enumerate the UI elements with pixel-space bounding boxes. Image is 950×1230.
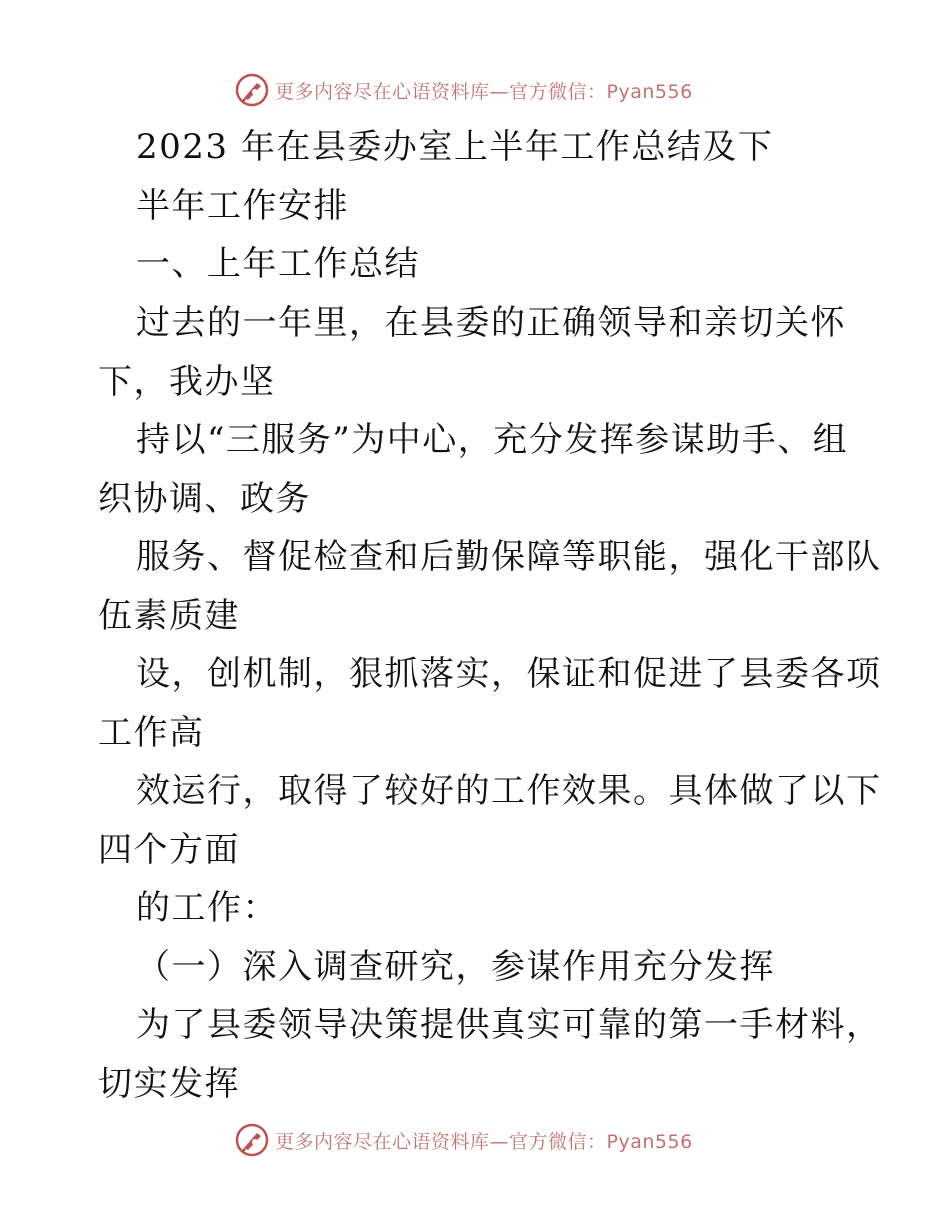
paragraph-line: 为了县委领导决策提供真实可靠的第一手材料， (136, 1005, 882, 1045)
document-title-line-2: 半年工作安排 (136, 186, 349, 226)
watermark-footer (235, 1122, 693, 1158)
paragraph-line: 服务、督促检查和后勤保障等职能，强化干部队 (136, 537, 882, 577)
paragraph-line: 效运行，取得了较好的工作效果。具体做了以下 (136, 771, 882, 811)
paragraph-line: 四个方面 (98, 830, 240, 870)
paragraph-line: 织协调、政务 (98, 479, 311, 519)
paragraph-line: 的工作： (136, 888, 278, 928)
watermark-header (235, 72, 693, 108)
paragraph-line: 工作高 (98, 713, 205, 753)
section-heading-1: 一、上年工作总结 (136, 244, 420, 284)
pen-logo-icon (235, 1123, 269, 1157)
paragraph-line: 下，我办坚 (98, 362, 276, 402)
subsection-heading-1: （一）深入调查研究，参谋作用充分发挥 (136, 947, 775, 987)
paragraph-line: 伍素质建 (98, 596, 240, 636)
paragraph-line: 切实发挥 (98, 1064, 240, 1104)
document-title-line-1: 2023 年在县委办室上半年工作总结及下 (136, 127, 774, 167)
paragraph-line: 过去的一年里，在县委的正确领导和亲切关怀 (136, 303, 846, 343)
paragraph-line: 设，创机制，狠抓落实，保证和促进了县委各项 (136, 654, 882, 694)
paragraph-line: 持以“三服务”为中心，充分发挥参谋助手、组 (136, 420, 849, 460)
pen-logo-icon (235, 73, 269, 107)
watermark-text: 更多内容尽在心语资料库—官方微信：Pyan556 (275, 1130, 693, 1153)
watermark-text: 更多内容尽在心语资料库—官方微信：Pyan556 (275, 80, 693, 103)
